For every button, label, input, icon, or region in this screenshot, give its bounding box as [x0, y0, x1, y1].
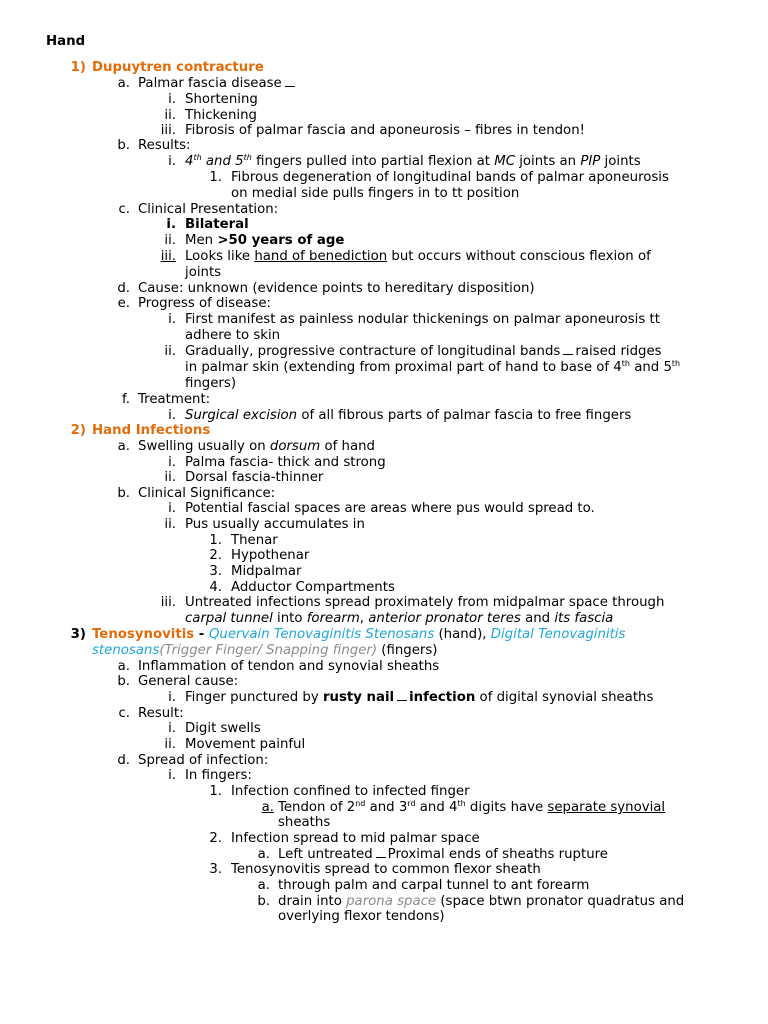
text-span: ii. — [164, 517, 176, 532]
text-span: into — [272, 611, 307, 626]
text-span: Hypothenar — [231, 548, 310, 563]
text-span: drain into — [278, 894, 347, 909]
arrow-icon — [376, 854, 386, 858]
text-span: 2. — [209, 548, 222, 563]
text-span: a. — [257, 878, 270, 893]
text-span: Finger punctured by — [185, 690, 323, 705]
text-span: Pus usually accumulates in — [185, 517, 365, 532]
text-span: th — [243, 153, 252, 162]
text-span: d. — [117, 753, 130, 768]
text-span: a. — [117, 76, 130, 91]
text-span: 1. — [209, 533, 222, 548]
text-span: in palmar skin (extending from proximal part of hand to base of 4 — [185, 360, 622, 375]
text-span: Swelling usually on — [138, 439, 270, 454]
text-span: First manifest as painless nodular thickenings on palmar aponeurosis tt — [185, 312, 660, 327]
text-span: i. — [168, 312, 176, 327]
text-span: i. — [168, 501, 176, 516]
text-span: Clinical Presentation: — [138, 202, 279, 217]
text-span: but occurs without conscious flexion of — [387, 249, 651, 264]
text-span: Fibrosis of palmar fascia and aponeurosis – fibres in tendon! — [185, 123, 585, 138]
text-span: ii. — [164, 233, 176, 248]
text-span: Left untreated — [278, 847, 373, 862]
text-span: i. — [168, 455, 176, 470]
text-span: Inflammation of tendon and synovial sheaths — [138, 659, 440, 674]
text-span: and 3 — [365, 800, 408, 815]
text-span: Gradually, progressive contracture of longitudinal bands — [185, 344, 561, 359]
text-span: Cause: unknown (evidence points to hereditary disposition) — [138, 281, 535, 296]
section-number: 1) — [70, 60, 86, 75]
text-span: Infection spread to mid palmar space — [231, 831, 480, 846]
text-span: Dorsal fascia-thinner — [185, 470, 324, 485]
text-span: b. — [117, 674, 130, 689]
text-span: f. — [122, 392, 130, 407]
text-span: stenosans — [92, 643, 160, 658]
text-span: iii. — [160, 249, 176, 264]
text-span: its fascia — [554, 611, 614, 626]
text-span: (fingers) — [377, 643, 438, 658]
text-span: b. — [257, 894, 270, 909]
text-span: Result: — [138, 706, 184, 721]
text-span: raised ridges — [575, 344, 662, 359]
text-span: fingers pulled into partial flexion at — [251, 154, 495, 169]
text-span: a. — [117, 659, 130, 674]
text-span: parona space — [346, 894, 437, 909]
text-span: 4. — [209, 580, 222, 595]
text-span: overlying flexor tendons) — [278, 909, 445, 924]
text-span: joints — [600, 154, 641, 169]
text-span: joints an — [514, 154, 581, 169]
text-span: Surgical excision — [185, 408, 298, 423]
text-span: th — [621, 359, 630, 368]
section-title: Dupuytren contracture — [92, 60, 264, 75]
text-span: 4 — [185, 154, 194, 169]
text-span: on medial side pulls fingers in to tt position — [231, 186, 520, 201]
text-span: Progress of disease: — [138, 296, 271, 311]
text-span: c. — [118, 202, 130, 217]
text-span: Tendon of 2 — [278, 800, 356, 815]
text-span: (space btwn pronator quadratus and — [436, 894, 685, 909]
text-span: b. — [117, 486, 130, 501]
text-span: nd — [355, 799, 366, 808]
section-number: 2) — [70, 423, 86, 438]
text-span: rd — [407, 799, 416, 808]
text-span: Palma fascia- thick and strong — [185, 455, 386, 470]
text-span: General cause: — [138, 674, 239, 689]
text-span: Thenar — [231, 533, 278, 548]
text-span: separate synovial — [547, 800, 666, 815]
text-span: th — [671, 359, 681, 368]
arrow-icon — [563, 351, 573, 355]
text-span: adhere to skin — [185, 328, 281, 343]
text-span: rusty nail — [322, 690, 395, 705]
text-span: Untreated infections spread proximately from midpalmar space through — [185, 595, 665, 610]
section-number: 3) — [70, 627, 86, 642]
text-span: a. — [257, 847, 270, 862]
text-span: digits have — [465, 800, 548, 815]
text-span: i. — [168, 408, 176, 423]
text-span: i. — [168, 92, 176, 107]
section-title: Hand Infections — [92, 423, 211, 438]
text-span: Infection confined to infected finger — [231, 784, 470, 799]
text-span: , — [359, 611, 369, 626]
text-span: a. — [261, 800, 274, 815]
text-span: ii. — [164, 737, 176, 752]
arrow-icon — [397, 697, 407, 701]
text-span: Digital Tenovaginitis — [490, 627, 626, 642]
text-span: Palmar fascia disease — [138, 76, 282, 91]
text-span: Tenosynovitis spread to common flexor sheath — [231, 862, 541, 877]
text-span: 3. — [209, 564, 222, 579]
text-span: infection — [409, 690, 476, 705]
text-span: 3. — [209, 862, 222, 877]
text-span: ii. — [164, 470, 176, 485]
text-span: Results: — [138, 138, 191, 153]
text-span: PIP — [580, 154, 601, 169]
section-title: Tenosynovitis — [92, 627, 195, 642]
text-span: e. — [117, 296, 130, 311]
text-span: Bilateral — [185, 217, 249, 232]
text-span: (Trigger Finger/ Snapping finger) — [159, 643, 378, 658]
text-span: Potential fascial spaces are areas where pus would spread to. — [185, 501, 595, 516]
text-span: of digital synovial sheaths — [475, 690, 654, 705]
text-span: sheaths — [278, 815, 331, 830]
text-span: fingers) — [185, 376, 237, 391]
text-span: and 5 — [629, 360, 672, 375]
text-span: Proximal ends of sheaths rupture — [387, 847, 608, 862]
text-span: Treatment: — [138, 392, 211, 407]
text-span: and 5 — [201, 154, 244, 169]
text-span: th — [193, 153, 202, 162]
text-span: Thickening — [185, 108, 257, 123]
text-span: ii. — [164, 344, 176, 359]
text-span: Adductor Compartments — [231, 580, 395, 595]
arrow-icon — [285, 83, 295, 87]
text-span: (hand), — [434, 627, 491, 642]
text-span: >50 years of age — [217, 233, 345, 248]
page-title: Hand — [46, 34, 86, 49]
text-span: - — [194, 627, 209, 642]
text-span: anterior pronator teres — [368, 611, 521, 626]
text-span: i. — [168, 690, 176, 705]
text-span: through palm and carpal tunnel to ant forearm — [278, 878, 590, 893]
text-span: Quervain Tenovaginitis Stenosans — [208, 627, 435, 642]
text-span: Spread of infection: — [138, 753, 269, 768]
text-span: a. — [117, 439, 130, 454]
text-span: Looks like — [185, 249, 255, 264]
text-span: 1. — [209, 784, 222, 799]
text-span: d. — [117, 281, 130, 296]
text-span: i. — [166, 217, 176, 232]
text-span: Fibrous degeneration of longitudinal bands of palmar aponeurosis — [231, 170, 669, 185]
text-span: b. — [117, 138, 130, 153]
text-span: hand of benediction — [254, 249, 388, 264]
text-span: Digit swells — [185, 721, 261, 736]
text-span: i. — [168, 768, 176, 783]
text-span: ii. — [164, 108, 176, 123]
text-span: dorsum — [269, 439, 321, 454]
text-span: Shortening — [185, 92, 258, 107]
text-span: c. — [118, 706, 130, 721]
text-span: 1. — [209, 170, 222, 185]
text-span: th — [457, 799, 466, 808]
text-span: 2. — [209, 831, 222, 846]
text-span: MC — [494, 154, 515, 169]
text-span: i. — [168, 721, 176, 736]
text-span: Movement painful — [185, 737, 306, 752]
text-span: of hand — [320, 439, 375, 454]
text-span: Men — [185, 233, 218, 248]
text-span: and 4 — [415, 800, 458, 815]
text-span: of all fibrous parts of palmar fascia to free fingers — [297, 408, 632, 423]
text-span: iii. — [160, 123, 176, 138]
text-span: iii. — [160, 595, 176, 610]
text-span: In fingers: — [185, 768, 252, 783]
text-span: and — [520, 611, 555, 626]
text-span: i. — [168, 154, 176, 169]
text-span: Midpalmar — [231, 564, 302, 579]
text-span: carpal tunnel — [185, 611, 273, 626]
text-span: joints — [185, 265, 222, 280]
text-span: forearm — [306, 611, 360, 626]
text-span: Clinical Significance: — [138, 486, 276, 501]
